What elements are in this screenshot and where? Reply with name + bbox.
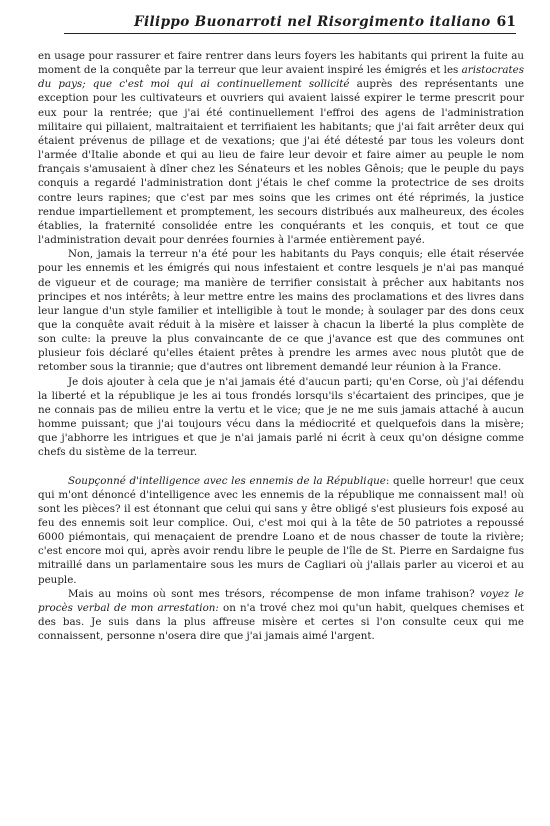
page-number: 61	[496, 14, 516, 30]
page-header	[64, 13, 516, 34]
text-segment: Non, jamais la terreur n'a été pour les habitants du Pays conquis; elle était réservée pour les ennemis et les émigrés qui nous infestaient et contre lesquels je n'ai pas manqué de vigueur et de courage; ma manière de terrifier consistait à prêcher aux habitants nos principes et nos intérêts; à leur mettre entre les mains des proclamations et des livres dans leur langue d'un style familier et intelligible à tout le monde; à soulager par des dons ceux que la conquête avait réduit à la misère et laisser à chacun la liberté la plus complète de son culte: la preuve la plus convaincante de ce que j'avance est que des communes ont plusieur fois déclaré qu'elles étaient prêtes à prendre les armes avec nous plutôt que de retomber sous la tirannie; que d'autres ont librement demandé leur réunion à la France.	[38, 248, 524, 374]
text-segment: Je dois ajouter à cela que je n'ai jamais été d'aucun parti; qu'en Corse, où j'ai défendu la liberté et la république je les ai tous frondés lorsqu'ils s'écartaient des principes, que je ne connais pas de milieu entre la vertu et le vice; que je ne me suis jamais attaché à aucun homme puissant; que j'ai toujours vécu dans la médiocrité et quelquefois dans la misère; que j'abhorre les intrigues et que je n'ai jamais parlé ni écrit à ceux qu'on désigne comme chefs du sistème de la terreur.	[38, 375, 524, 459]
text-segment: : quelle horreur! que ceux qui m'ont dénoncé d'intelligence avec les ennemis de la république me connaissent mal! où sont les pièces? il est étonnant que celui qui sans y être obligé s'est plusieurs fois exposé au feu des ennemis soit leur complice. Oui, c'est moi qui à la tête de 50 patriotes a repoussé 6000 piémontais, qui menaçaient de prendre Loano et de nous chasser de toute la rivière; c'est encore moi qui, après avoir rendu libre le peuple de l'île de St. Pierre en Sardaigne fus mitraillé dans un parlamentaire sous les murs de Cagliari où j'allais parler au viceroi et au peuple.	[38, 474, 524, 586]
paragraph	[38, 247, 524, 374]
paragraph	[38, 474, 524, 587]
text-segment: en usage pour rassurer et faire rentrer dans leurs foyers les habitants qui prirent la fuite au moment de la conquête par la terreur que leur avaient inspiré les émigrés et les	[38, 50, 524, 77]
body-text	[38, 49, 524, 643]
italic-segment: voyez le procès verbal de mon arrestation:	[38, 587, 524, 614]
paragraph	[38, 49, 524, 247]
running-title: Filippo Buonarroti nel Risorgimento italiano	[134, 14, 491, 30]
italic-segment: Soupçonné d'intelligence avec les ennemis de la République	[68, 474, 386, 487]
text-segment: auprès des représentants une exception pour les cultivateurs et ouvriers qui avaient laissé expirer le terme prescrit pour eux pour la rentrée; que j'ai été continuellement l'effroi des agens de l'administration militaire qui pillaient, maltraitaient et terrifiaient les habitants; que j'ai fait arrêter deux qui étaient prévenus de pillage et de vexations; que j'ai été détesté par tous les voleurs dont l'armée d'Italie abonde et qui au lieu de faire leur devoir et faire aimer au peuple le nom français s'amusaient à dîner chez les Sénateurs et les nobles Gênois; que le peuple du pays conquis a regardé l'administration dont j'étais le chef comme la protectrice de ses droits contre leurs rapines; que c'est par mes soins que les crimes ont été réprimés, la justice rendue impartiellement et promptement, les secours distribués aux malheureux, des écoles établies, la fraternité consolidée entre les conquérants et les conquis, et tout ce que l'administration devait pour denrées fournies à l'armée entièrement payé.	[38, 78, 524, 247]
italic-segment: aristocrates du pays; que c'est moi qui ai continuellement sollicité	[38, 64, 524, 91]
text-segment: Mais au moins où sont mes trésors, récompense de mon infame trahison?	[68, 587, 480, 600]
paragraph	[38, 375, 524, 460]
text-segment: on n'a trové chez moi qu'un habit, quelques chemises et des bas. Je suis dans la plus affreuse misère et certes si l'on consulte ceux qui me connaissent, personne n'osera dire que j'ai jamais aimé l'argent.	[38, 601, 524, 643]
paragraph	[38, 587, 524, 644]
